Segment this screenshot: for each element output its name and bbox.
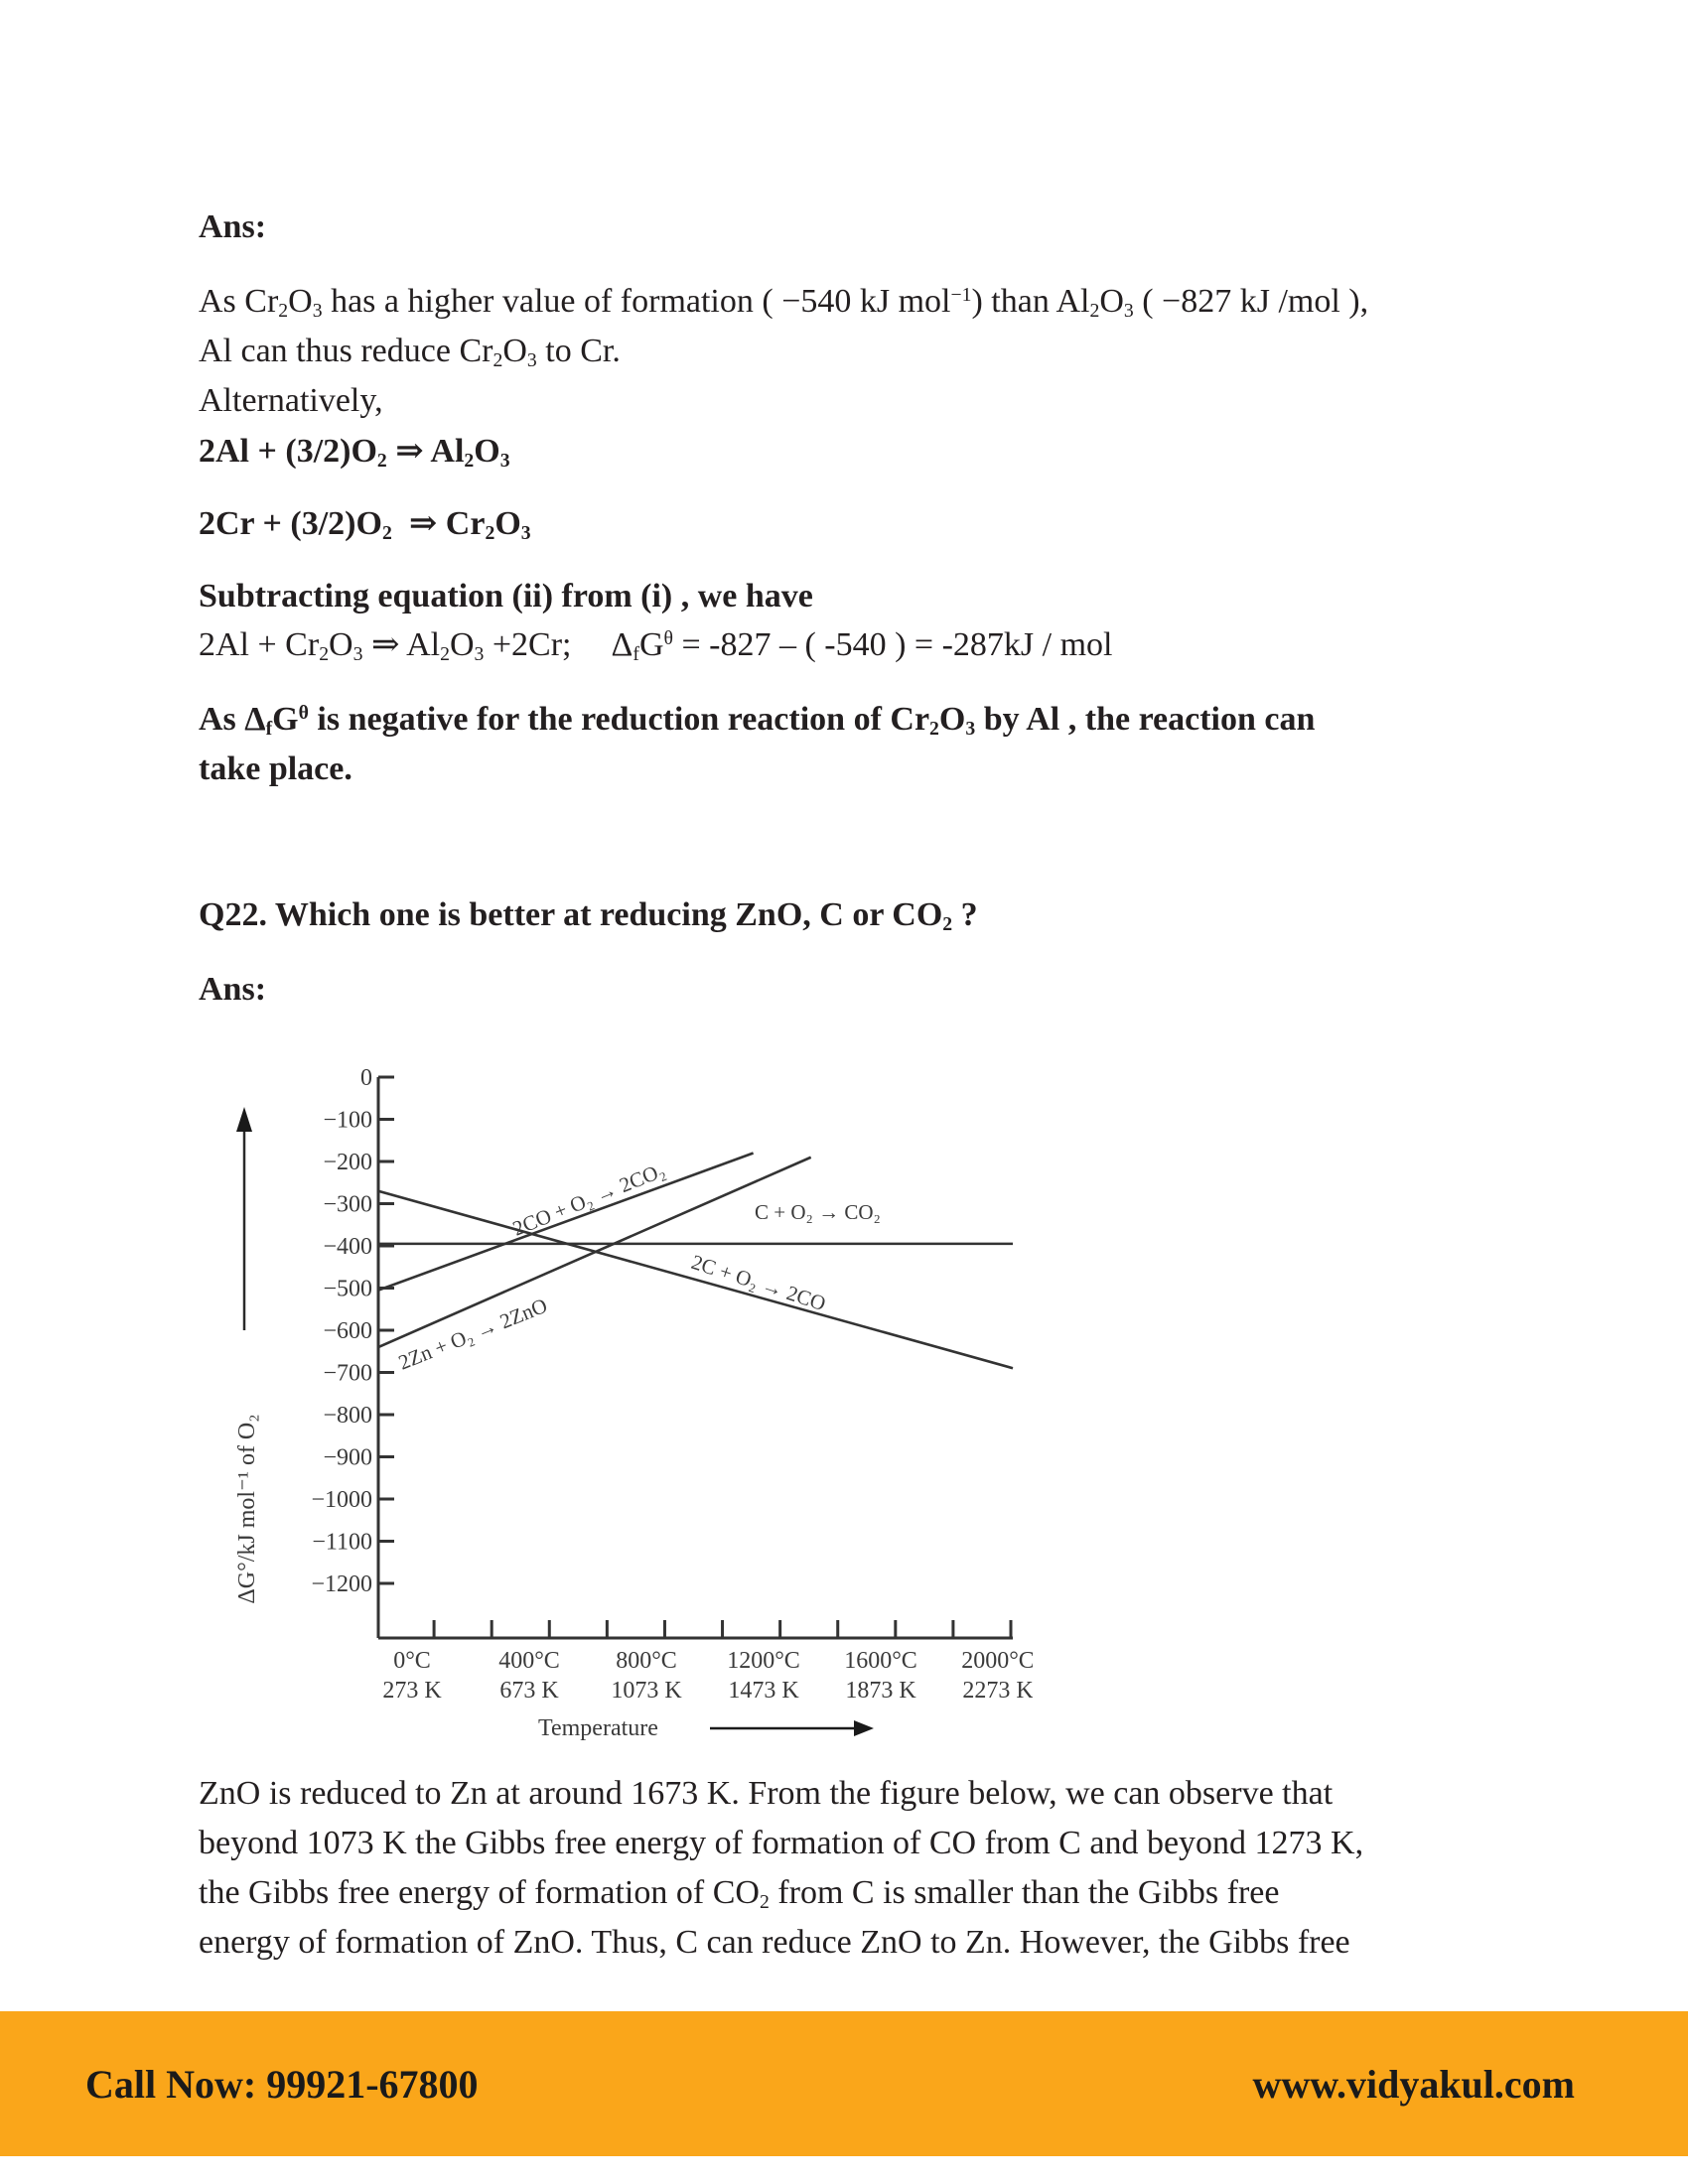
y-tick-label: −200 [323,1150,372,1175]
x-tick-label-celsius: 800°C [616,1648,677,1674]
y-tick-label: 0 [360,1065,372,1091]
answer-label-q22: Ans: [199,971,267,1008]
ellingham-diagram [218,1052,1033,1747]
x-tick-label-kelvin: 273 K [382,1678,442,1704]
y-tick-label: −300 [323,1191,372,1218]
x-tick-label-celsius: 1200°C [727,1648,800,1674]
explanation-line-4: energy of formation of ZnO. Thus, C can reduce ZnO to Zn. However, the Gibbs free [199,1924,1350,1961]
subtracting-heading: Subtracting equation (ii) from (i) , we have [199,578,813,614]
x-tick-label-celsius: 400°C [498,1648,560,1674]
x-tick-label-kelvin: 2273 K [962,1678,1033,1704]
y-ticks [311,1065,394,1597]
y-tick-label: −400 [323,1234,372,1260]
y-tick-label: −800 [323,1403,372,1429]
label-c-o2-co2: C + O₂ → CO₂ [755,1200,881,1224]
answer-paragraph-line-1: As $Cr_2O_3$ has a higher value of formation ( −540 kJ mol$^{-1}$) than $Al_2O_3$ ( −827 kJ /mol ), [199,283,1369,322]
answer-paragraph-line-2: Al can thus reduce $Cr_2O_3$ to Cr. [199,333,621,371]
equation-ii: $2Cr + (3/2)O_2$ ⇒ $Cr_2O_3$ [199,505,531,544]
x-axis-label: Temperature [538,1715,658,1741]
equation-i: $2Al + (3/2)O_2$ ⇒ $Al_2O_3$ [199,433,510,472]
y-axis-arrowhead-icon [236,1107,252,1132]
footer-banner [0,2011,1688,2156]
label-2zn-o2-2zno: 2Zn + O₂ → 2ZnO [394,1293,551,1375]
explanation-line-2: beyond 1073 K the Gibbs free energy of formation of CO from C and beyond 1273 K, [199,1825,1364,1861]
x-tick-label-kelvin: 1873 K [845,1678,916,1704]
website-link[interactable]: www.vidyakul.com [1252,2062,1575,2107]
conclusion-line-2: take place. [199,751,352,787]
y-tick-label: −100 [323,1107,372,1134]
x-tick-label-celsius: 1600°C [844,1648,917,1674]
y-axis-label: ΔG°/kJ mol⁻¹ of O₂ [234,1414,260,1604]
label-2c-o2-2co: 2C + O₂ → 2CO [688,1249,829,1316]
y-tick-label: −700 [323,1360,372,1387]
explanation-line-1: ZnO is reduced to Zn at around 1673 K. From the figure below, we can observe that [199,1775,1334,1812]
x-tick-label-kelvin: 1073 K [611,1678,682,1704]
y-tick-label: −900 [323,1444,372,1471]
explanation-line-3: the Gibbs free energy of formation of $CO_2$ from C is smaller than the Gibbs free [199,1874,1280,1913]
net-equation: $2Al + Cr_2O_3$ ⇒ $Al_2O_3 +2Cr$; $\Delta_fG^\theta = -827$ – ( -540 ) = -287kJ / mol [199,626,1113,665]
x-axis-arrowhead-icon [854,1720,874,1736]
y-tick-label: −600 [323,1318,372,1344]
x-tick-label-celsius: 0°C [393,1648,431,1674]
y-tick-label: −1100 [312,1529,372,1556]
alternatively-text: Alternatively, [199,382,383,419]
x-tick-label-kelvin: 1473 K [728,1678,799,1704]
question-q22: Q22. Which one is better at reducing ZnO, C or $CO_2$ ? [199,896,978,935]
y-tick-label: −500 [323,1276,372,1302]
label-2co-o2-2co2: 2CO + O₂ → 2CO₂ [508,1158,669,1241]
x-tick-label-celsius: 2000°C [961,1648,1033,1674]
x-tick-labels [382,1648,1033,1704]
ellingham-chart-svg [218,1052,1033,1747]
call-now-phone[interactable]: Call Now: 99921-67800 [85,2062,479,2107]
y-tick-label: −1200 [311,1571,372,1597]
y-tick-label: −1000 [311,1487,372,1513]
x-ticks [434,1620,1011,1638]
conclusion-line-1: As $\Delta_fG^\theta$ is negative for the reduction reaction of $Cr_2O_3$ by Al , the reaction can [199,701,1316,740]
x-tick-label-kelvin: 673 K [499,1678,559,1704]
answer-label: Ans: [199,208,267,245]
